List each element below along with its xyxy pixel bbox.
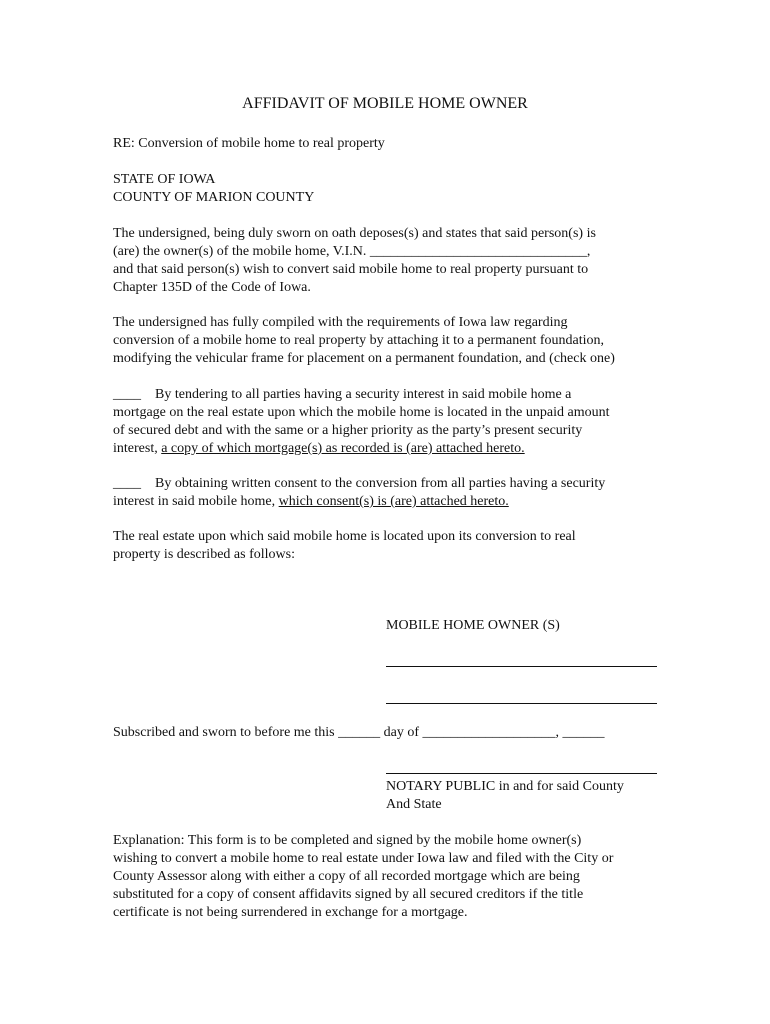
notary-line: NOTARY PUBLIC in and for said County (386, 779, 624, 794)
option-line: of secured debt and with the same or a higher priority as the party’s present security (113, 423, 583, 438)
explanation-line: County Assessor along with either a copy of all recorded mortgage which are being (113, 869, 580, 884)
option-underlined-text: a copy of which mortgage(s) as recorded is (are) attached hereto. (161, 441, 525, 456)
state-line: STATE OF IOWA (113, 172, 216, 187)
owner-signature-line-2[interactable] (386, 703, 657, 704)
subscribed-line: Subscribed and sworn to before me this ______ day of ___________________, ______ (113, 725, 605, 740)
option-line-last (113, 440, 658, 458)
explanation-line: wishing to convert a mobile home to real estate under Iowa law and filed with the City or (113, 851, 614, 866)
compliance-paragraph (113, 314, 658, 368)
explanation-line: substituted for a copy of consent affidavits signed by all secured creditors if the title (113, 887, 584, 902)
option-consent (113, 475, 658, 511)
paragraph-line: conversion of a mobile home to real property by attaching it to a permanent foundation, (113, 333, 605, 348)
option-line: ____ By obtaining written consent to the conversion from all parties having a security (113, 476, 606, 491)
paragraph-line: The undersigned has fully compiled with the requirements of Iowa law regarding (113, 315, 568, 330)
explanation-line: Explanation: This form is to be completed and signed by the mobile home owner(s) (113, 833, 582, 848)
option-mortgage (113, 386, 658, 458)
option-prefix: interest in said mobile home, (113, 494, 279, 509)
option-line-last (113, 493, 658, 511)
paragraph-line: The real estate upon which said mobile home is located upon its conversion to real (113, 529, 576, 544)
venue-block (113, 171, 658, 207)
notary-signature-line[interactable] (386, 773, 657, 774)
owner-signature-line-1[interactable] (386, 666, 657, 667)
re-line: RE: Conversion of mobile home to real property (113, 136, 385, 151)
notary-block (386, 778, 676, 814)
ownership-paragraph (113, 225, 658, 297)
paragraph-line: The undersigned, being duly sworn on oath deposes(s) and states that said person(s) is (113, 226, 596, 241)
notary-line: And State (386, 797, 442, 812)
owner-label: MOBILE HOME OWNER (S) (386, 618, 560, 633)
vin-line: (are) the owner(s) of the mobile home, V.I.N. _______________________________, (113, 244, 591, 259)
paragraph-line: property is described as follows: (113, 547, 295, 562)
option-line: mortgage on the real estate upon which the mobile home is located in the unpaid amount (113, 405, 610, 420)
paragraph-line: modifying the vehicular frame for placement on a permanent foundation, and (check one) (113, 351, 615, 366)
county-line: COUNTY OF MARION COUNTY (113, 190, 315, 205)
paragraph-line: Chapter 135D of the Code of Iowa. (113, 280, 311, 295)
real-estate-paragraph (113, 528, 658, 564)
paragraph-line: and that said person(s) wish to convert said mobile home to real property pursuant to (113, 262, 589, 277)
explanation-line: certificate is not being surrendered in exchange for a mortgage. (113, 905, 468, 920)
option-prefix: interest, (113, 441, 162, 456)
explanation-paragraph (113, 832, 658, 922)
option-underlined-text: which consent(s) is (are) attached hereto. (278, 494, 509, 509)
document-title: AFFIDAVIT OF MOBILE HOME OWNER (242, 95, 528, 112)
option-line: ____ By tendering to all parties having a security interest in said mobile home a (113, 387, 572, 402)
